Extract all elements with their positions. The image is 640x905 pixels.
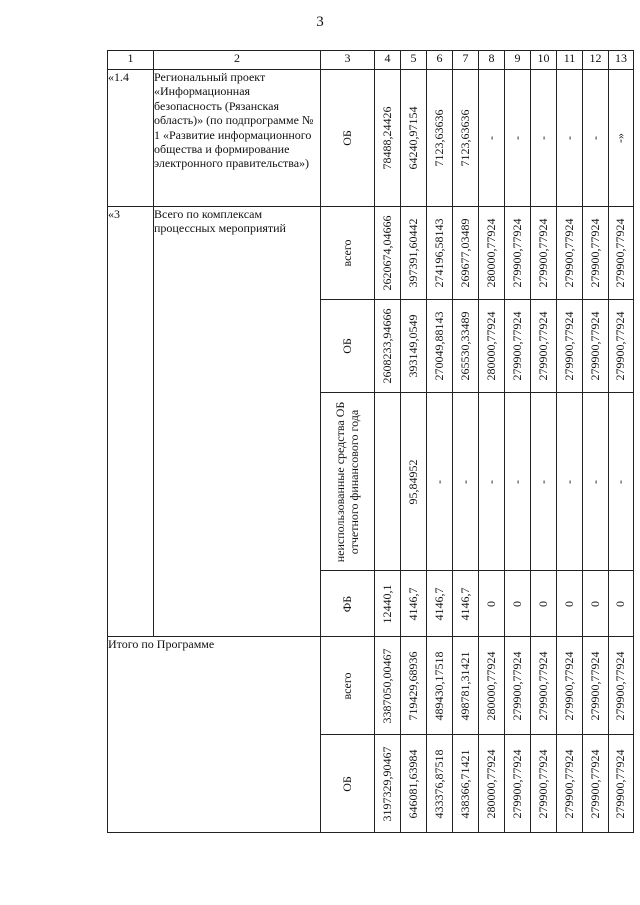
value-cell: 280000,77924 xyxy=(479,637,505,735)
value-cell: 279900,77924 xyxy=(609,300,634,393)
value-cell: 64240,97154 xyxy=(401,70,427,207)
value-cell: - xyxy=(505,70,531,207)
col-number: 9 xyxy=(505,51,531,70)
value-cell: 0 xyxy=(609,571,634,637)
col-number: 7 xyxy=(453,51,479,70)
value-cell: 4146,7 xyxy=(427,571,453,637)
value-cell: - xyxy=(583,393,609,571)
table-row xyxy=(108,70,634,207)
value-cell: 280000,77924 xyxy=(479,207,505,300)
row-name: Региональный проект «Информационная безопасность (Рязанская область)» (по подпрограмме № 1 «Развитие информационного общества и формирование электронного правительства») xyxy=(154,70,321,207)
value-cell: - xyxy=(583,70,609,207)
value-cell: 265530,33489 xyxy=(453,300,479,393)
value-cell: 0 xyxy=(479,571,505,637)
col-number: 13 xyxy=(609,51,634,70)
value-cell: - xyxy=(479,393,505,571)
col-number: 2 xyxy=(154,51,321,70)
value-cell: 279900,77924 xyxy=(531,300,557,393)
value-cell: 279900,77924 xyxy=(583,637,609,735)
value-cell: 279900,77924 xyxy=(557,637,583,735)
col-number: 10 xyxy=(531,51,557,70)
value-cell: 0 xyxy=(531,571,557,637)
value-cell: 279900,77924 xyxy=(583,735,609,833)
source-cell: неиспользованные средства ОБ отчетного финансового года xyxy=(321,393,375,571)
value-cell: 2608233,94666 xyxy=(375,300,401,393)
value-cell: - xyxy=(479,70,505,207)
source-cell: всего xyxy=(321,207,375,300)
col-number: 4 xyxy=(375,51,401,70)
table-row xyxy=(108,207,634,300)
value-cell: 0 xyxy=(583,571,609,637)
total-row-name: Итого по Программе xyxy=(108,637,321,833)
value-cell: 279900,77924 xyxy=(531,207,557,300)
value-cell: 0 xyxy=(505,571,531,637)
value-cell: 279900,77924 xyxy=(505,207,531,300)
col-number: 6 xyxy=(427,51,453,70)
value-cell: 279900,77924 xyxy=(531,637,557,735)
source-cell: ОБ xyxy=(321,735,375,833)
value-cell: 4146,7 xyxy=(401,571,427,637)
value-cell: 4146,7 xyxy=(453,571,479,637)
value-cell: 279900,77924 xyxy=(557,207,583,300)
value-cell: 279900,77924 xyxy=(609,735,634,833)
row-id: «1.4 xyxy=(108,70,154,207)
value-cell: 719429,68936 xyxy=(401,637,427,735)
value-cell: 397391,60442 xyxy=(401,207,427,300)
value-cell: 7123,63636 xyxy=(453,70,479,207)
col-number: 5 xyxy=(401,51,427,70)
value-cell: - xyxy=(609,393,634,571)
value-cell: 489430,17518 xyxy=(427,637,453,735)
source-cell: ОБ xyxy=(321,70,375,207)
value-cell xyxy=(375,393,401,571)
value-cell: 279900,77924 xyxy=(557,300,583,393)
value-cell: - xyxy=(427,393,453,571)
value-cell: 95,84952 xyxy=(401,393,427,571)
program-finance-table xyxy=(107,50,634,833)
column-number-row xyxy=(108,51,634,70)
value-cell: 498781,31421 xyxy=(453,637,479,735)
source-cell: ОБ xyxy=(321,300,375,393)
row-name: Всего по комплексам процессных мероприятий xyxy=(154,207,321,637)
value-cell: 269677,03489 xyxy=(453,207,479,300)
value-cell: 270049,88143 xyxy=(427,300,453,393)
value-cell: 279900,77924 xyxy=(505,735,531,833)
value-cell: 279900,77924 xyxy=(609,637,634,735)
value-cell: 2620674,04666 xyxy=(375,207,401,300)
col-number: 11 xyxy=(557,51,583,70)
col-number: 1 xyxy=(108,51,154,70)
value-cell: 274196,58143 xyxy=(427,207,453,300)
value-cell: - xyxy=(453,393,479,571)
value-cell: 279900,77924 xyxy=(583,207,609,300)
value-cell: 280000,77924 xyxy=(479,300,505,393)
value-cell: 279900,77924 xyxy=(505,637,531,735)
value-cell: 279900,77924 xyxy=(557,735,583,833)
value-cell: 0 xyxy=(557,571,583,637)
value-cell: - xyxy=(557,393,583,571)
value-cell: 280000,77924 xyxy=(479,735,505,833)
value-cell: 78488,24426 xyxy=(375,70,401,207)
value-cell: 646081,63984 xyxy=(401,735,427,833)
value-cell: 438366,71421 xyxy=(453,735,479,833)
source-cell: всего xyxy=(321,637,375,735)
value-cell: -» xyxy=(609,70,634,207)
col-number: 12 xyxy=(583,51,609,70)
value-cell: 433376,87518 xyxy=(427,735,453,833)
page-number: 3 xyxy=(316,14,324,30)
value-cell: 279900,77924 xyxy=(531,735,557,833)
value-cell: - xyxy=(505,393,531,571)
col-number: 3 xyxy=(321,51,375,70)
value-cell: 7123,63636 xyxy=(427,70,453,207)
value-cell: 3197329,90467 xyxy=(375,735,401,833)
value-cell: 3387050,00467 xyxy=(375,637,401,735)
value-cell: 279900,77924 xyxy=(505,300,531,393)
value-cell: - xyxy=(531,393,557,571)
col-number: 8 xyxy=(479,51,505,70)
source-cell: ФБ xyxy=(321,571,375,637)
value-cell: - xyxy=(557,70,583,207)
value-cell: 279900,77924 xyxy=(583,300,609,393)
table-row xyxy=(108,637,634,735)
value-cell: 279900,77924 xyxy=(609,207,634,300)
value-cell: 393149,0549 xyxy=(401,300,427,393)
row-id: «3 xyxy=(108,207,154,637)
value-cell: - xyxy=(531,70,557,207)
value-cell: 12440,1 xyxy=(375,571,401,637)
